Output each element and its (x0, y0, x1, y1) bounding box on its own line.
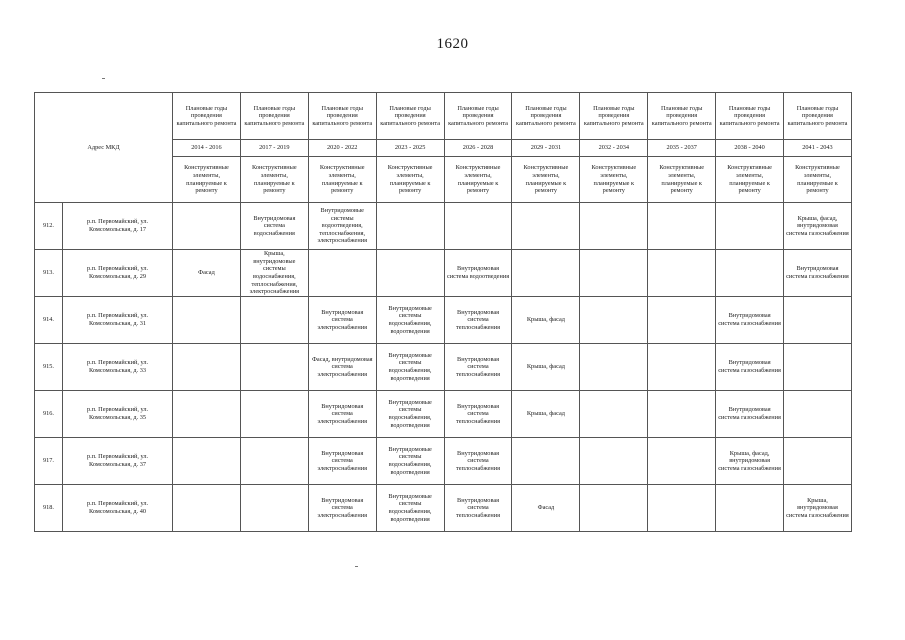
repair-elements-cell: Внутридомовая система водоотведения (444, 250, 512, 297)
repair-elements-cell (240, 344, 308, 391)
repair-elements-cell (716, 250, 784, 297)
elements-header: Конструктивные элементы, планируемые к ремонту (580, 157, 648, 203)
repair-elements-cell (173, 391, 241, 438)
planned-years-header: Плановые годы проведения капитального ремонта (580, 93, 648, 140)
repair-elements-cell (580, 438, 648, 485)
repair-elements-cell (580, 391, 648, 438)
repair-elements-cell: Внутридомовые системы водоснабжения, водоотведения (376, 344, 444, 391)
table-row (35, 485, 852, 532)
repair-elements-cell: Внутридомовая система электроснабжения (308, 297, 376, 344)
year-range-header: 2038 - 2040 (716, 140, 784, 157)
repair-elements-cell (784, 438, 852, 485)
repair-elements-cell: Внутридомовые системы водоснабжения, водоотведения (376, 485, 444, 532)
repair-elements-cell: Внутридомовая система теплоснабжения (444, 344, 512, 391)
repair-elements-cell (240, 438, 308, 485)
repair-elements-cell (648, 250, 716, 297)
repair-elements-cell: Крыша, фасад (512, 297, 580, 344)
repair-elements-cell (580, 344, 648, 391)
elements-header: Конструктивные элементы, планируемые к ремонту (512, 157, 580, 203)
repair-elements-cell (512, 438, 580, 485)
repair-elements-cell: Внутридомовые системы водоотведения, теплоснабжения, электроснабжения (308, 203, 376, 250)
repair-elements-cell (240, 485, 308, 532)
repair-elements-cell (580, 485, 648, 532)
repair-elements-cell: Внутридомовая система газоснабжения (716, 344, 784, 391)
row-number: 917. (35, 438, 63, 485)
repair-elements-cell (376, 250, 444, 297)
repair-elements-cell: Внутридомовая система теплоснабжения (444, 438, 512, 485)
repair-elements-cell (173, 438, 241, 485)
repair-elements-cell: Внутридомовые системы водоснабжения, водоотведения (376, 438, 444, 485)
planned-years-header: Плановые годы проведения капитального ремонта (240, 93, 308, 140)
scan-speck (102, 78, 105, 79)
repair-elements-cell (648, 391, 716, 438)
repair-elements-cell: Крыша, фасад (512, 344, 580, 391)
repair-elements-cell (648, 344, 716, 391)
capital-repair-plan-table (34, 92, 852, 532)
planned-years-header: Плановые годы проведения капитального ремонта (173, 93, 241, 140)
planned-years-header: Плановые годы проведения капитального ремонта (376, 93, 444, 140)
planned-years-header: Плановые годы проведения капитального ремонта (648, 93, 716, 140)
row-number: 915. (35, 344, 63, 391)
scan-speck (355, 566, 358, 567)
elements-header: Конструктивные элементы, планируемые к ремонту (648, 157, 716, 203)
building-address: р.п. Первомайский, ул. Комсомольская, д. 29 (63, 250, 173, 297)
repair-elements-cell: Крыша, внутридомовые системы водоснабжения, теплоснабжения, электроснабжения (240, 250, 308, 297)
repair-elements-cell (784, 391, 852, 438)
repair-elements-cell: Внутридомовые системы водоснабжения, водоотведения (376, 297, 444, 344)
row-number: 913. (35, 250, 63, 297)
repair-elements-cell: Внутридомовая система электроснабжения (308, 485, 376, 532)
repair-elements-cell (580, 250, 648, 297)
repair-elements-cell (648, 203, 716, 250)
planned-years-header: Плановые годы проведения капитального ремонта (308, 93, 376, 140)
table-body (35, 93, 852, 532)
repair-elements-cell: Внутридомовая система газоснабжения (716, 391, 784, 438)
repair-elements-cell (716, 203, 784, 250)
table-row (35, 344, 852, 391)
repair-elements-cell: Крыша, внутридомовая система газоснабжения (784, 485, 852, 532)
elements-header: Конструктивные элементы, планируемые к ремонту (444, 157, 512, 203)
elements-header: Конструктивные элементы, планируемые к ремонту (376, 157, 444, 203)
repair-elements-cell (240, 391, 308, 438)
year-range-header: 2026 - 2028 (444, 140, 512, 157)
table-row (35, 203, 852, 250)
elements-header: Конструктивные элементы, планируемые к ремонту (716, 157, 784, 203)
row-number: 914. (35, 297, 63, 344)
year-range-header: 2035 - 2037 (648, 140, 716, 157)
repair-elements-cell (580, 297, 648, 344)
building-address: р.п. Первомайский, ул. Комсомольская, д. 17 (63, 203, 173, 250)
repair-elements-cell: Крыша, фасад, внутридомовая система газоснабжения (784, 203, 852, 250)
repair-elements-cell (444, 203, 512, 250)
table-row (35, 391, 852, 438)
elements-header: Конструктивные элементы, планируемые к ремонту (784, 157, 852, 203)
repair-elements-cell: Внутридомовая система электроснабжения (308, 438, 376, 485)
building-address: р.п. Первомайский, ул. Комсомольская, д. 35 (63, 391, 173, 438)
year-range-header: 2041 - 2043 (784, 140, 852, 157)
header-row-planned-years (35, 93, 852, 140)
planned-years-header: Плановые годы проведения капитального ремонта (512, 93, 580, 140)
repair-elements-cell (648, 438, 716, 485)
building-address: р.п. Первомайский, ул. Комсомольская, д. 31 (63, 297, 173, 344)
repair-elements-cell: Внутридомовая система газоснабжения (784, 250, 852, 297)
table-row (35, 297, 852, 344)
repair-elements-cell: Внутридомовая система электроснабжения (308, 391, 376, 438)
repair-elements-cell (580, 203, 648, 250)
repair-elements-cell: Внутридомовая система теплоснабжения (444, 297, 512, 344)
repair-elements-cell (784, 344, 852, 391)
year-range-header: 2017 - 2019 (240, 140, 308, 157)
row-number: 918. (35, 485, 63, 532)
building-address: р.п. Первомайский, ул. Комсомольская, д. 33 (63, 344, 173, 391)
table-row (35, 438, 852, 485)
repair-elements-cell: Крыша, фасад (512, 391, 580, 438)
year-range-header: 2023 - 2025 (376, 140, 444, 157)
planned-years-header: Плановые годы проведения капитального ремонта (444, 93, 512, 140)
repair-elements-cell (173, 344, 241, 391)
repair-elements-cell: Крыша, фасад, внутридомовая система газоснабжения (716, 438, 784, 485)
repair-elements-cell: Внутридомовая система теплоснабжения (444, 485, 512, 532)
row-number: 916. (35, 391, 63, 438)
elements-header: Конструктивные элементы, планируемые к ремонту (308, 157, 376, 203)
repair-elements-cell: Фасад, внутридомовая система электроснабжения (308, 344, 376, 391)
repair-elements-cell: Внутридомовая система водоснабжения (240, 203, 308, 250)
repair-elements-cell: Фасад (173, 250, 241, 297)
page-number: 1620 (436, 36, 469, 52)
building-address: р.п. Первомайский, ул. Комсомольская, д. 37 (63, 438, 173, 485)
row-number: 912. (35, 203, 63, 250)
building-address: р.п. Первомайский, ул. Комсомольская, д. 40 (63, 485, 173, 532)
repair-elements-cell (512, 203, 580, 250)
repair-elements-cell (784, 297, 852, 344)
repair-elements-cell (173, 203, 241, 250)
repair-elements-cell (648, 485, 716, 532)
elements-header: Конструктивные элементы, планируемые к ремонту (173, 157, 241, 203)
repair-elements-cell (648, 297, 716, 344)
elements-header: Конструктивные элементы, планируемые к ремонту (240, 157, 308, 203)
repair-elements-cell (376, 203, 444, 250)
address-header: Адрес МКД (35, 93, 173, 203)
repair-elements-cell (240, 297, 308, 344)
repair-elements-cell: Внутридомовая система газоснабжения (716, 297, 784, 344)
repair-elements-cell: Внутридомовая система теплоснабжения (444, 391, 512, 438)
repair-elements-cell (512, 250, 580, 297)
repair-elements-cell (308, 250, 376, 297)
repair-elements-cell: Фасад (512, 485, 580, 532)
planned-years-header: Плановые годы проведения капитального ремонта (784, 93, 852, 140)
repair-elements-cell (173, 485, 241, 532)
planned-years-header: Плановые годы проведения капитального ремонта (716, 93, 784, 140)
repair-elements-cell (716, 485, 784, 532)
year-range-header: 2020 - 2022 (308, 140, 376, 157)
year-range-header: 2014 - 2016 (173, 140, 241, 157)
year-range-header: 2029 - 2031 (512, 140, 580, 157)
table-row (35, 250, 852, 297)
year-range-header: 2032 - 2034 (580, 140, 648, 157)
repair-elements-cell: Внутридомовые системы водоснабжения, водоотведения (376, 391, 444, 438)
repair-elements-cell (173, 297, 241, 344)
